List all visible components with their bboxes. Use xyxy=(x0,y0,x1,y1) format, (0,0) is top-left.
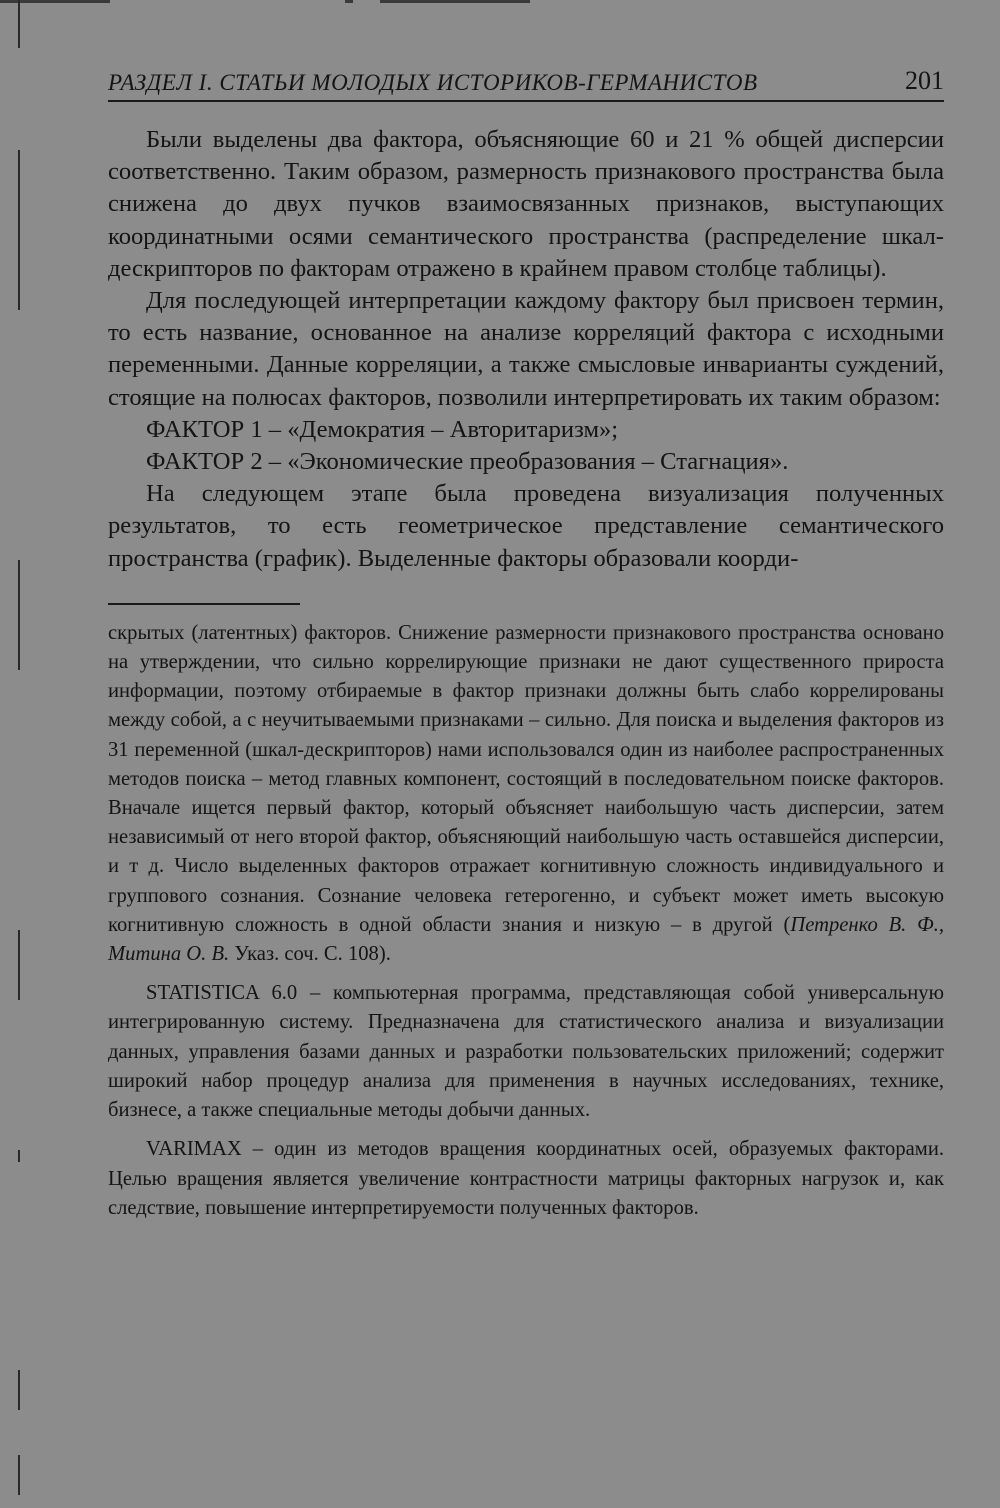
footnote-1-tail: Указ. соч. С. 108). xyxy=(229,943,391,966)
page-header xyxy=(108,58,944,102)
scan-edge-lines xyxy=(0,0,30,1508)
footnote-statistica: STATISTICA 6.0 – компьютерная программа, представляющая собой универсальную интегрированную систему. Предназначена для статистического анализа и визуализации данных, управления базами данных и разработки пользовательских приложений; содержит широкий набор процедур анализа для применения в научных исследованиях, технике, бизнесе, а также специальные методы добычи данных. xyxy=(108,982,944,1122)
running-head: РАЗДЕЛ I. СТАТЬИ МОЛОДЫХ ИСТОРИКОВ-ГЕРМАНИСТОВ xyxy=(108,70,758,95)
footnote-varimax: VARIMAX – один из методов вращения координатных осей, образуемых факторами. Целью вращения является увеличение контрастности матрицы факторных нагрузок и, как следствие, повышение интерпретируемости полученных факторов. xyxy=(108,1138,944,1219)
book-page xyxy=(108,58,944,1223)
top-scan-artifact xyxy=(0,0,1000,8)
footnotes xyxy=(108,619,944,1223)
paragraph-3: На следующем этапе была проведена визуализация полученных результатов, то есть геометрическое представление семантического пространства (график). Выделенные факторы образовали коорди- xyxy=(108,480,944,572)
main-text xyxy=(108,124,944,575)
footnote-1-text: скрытых (латентных) факторов. Снижение размерности признакового пространства основано на утверждении, что сильно коррелирующие признаки не дают существенного прироста информации, поэтому отбираемые в фактор признаки должны быть слабо коррелированы между собой, а с неучитываемыми признаками – сильно. Для поиска и выделения факторов из 31 переменной (шкал-дескрипторов) нами использовался один из наиболее распространенных методов поиска – метод главных компонент, состоящий в последовательном поиске факторов. Вначале ищется первый фактор, который объясняет наибольшую часть дисперсии, затем независимый от него второй фактор, объясняющий наибольшую часть оставшейся дисперсии, и т д. Число выделенных факторов отражает когнитивную сложность индивидуального и группового сознания. Сознание человека гетерогенно, и субъект может иметь высокую когнитивную сложность в одной области знания и низкую – в другой ( xyxy=(108,621,944,936)
paragraph-2: Для последующей интерпретации каждому фактору был присвоен термин, то есть название, основанное на анализе корреляций фактора с исходными переменными. Данные корреляции, а также смысловые инварианты суждений, стоящие на полюсах факторов, позволили интерпретировать их таким образом: xyxy=(108,287,944,411)
footnote-separator xyxy=(108,603,300,605)
page-number: 201 xyxy=(905,66,944,95)
factor-2-line: ФАКТОР 2 – «Экономические преобразования – Стагнация». xyxy=(146,448,789,476)
footnote-1-reference-authors: Петренко В. Ф., Митина О. В. xyxy=(108,913,944,966)
factor-1-line: ФАКТОР 1 – «Демократия – Авторитаризм»; xyxy=(146,415,619,443)
paragraph-1: Были выделены два фактора, объясняющие 60 и 21 % общей дисперсии соответственно. Таким образом, размерность признакового пространства была снижена до двух пучков взаимосвязанных признаков, выступающих координатными осями семантического пространства (распределение шкал-дескрипторов по факторам отражено в крайнем правом столбце таблицы). xyxy=(108,126,944,282)
footnote-continuation xyxy=(108,619,944,969)
